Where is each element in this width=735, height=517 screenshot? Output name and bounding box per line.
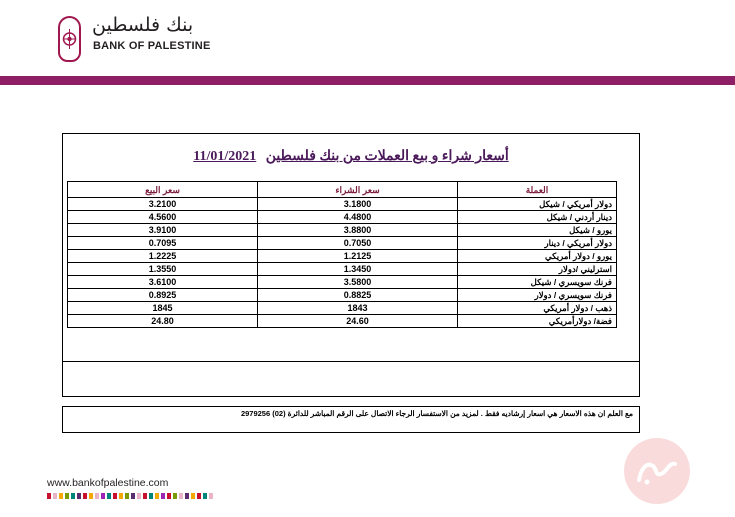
strip-segment	[161, 493, 165, 499]
header-currency: العملة	[458, 182, 617, 198]
strip-segment	[203, 493, 207, 499]
strip-segment	[137, 493, 141, 499]
header-sell: سعر البيع	[68, 182, 258, 198]
strip-segment	[173, 493, 177, 499]
sell-value: 3.9100	[68, 224, 258, 237]
strip-segment	[185, 493, 189, 499]
bank-name-english: BANK OF PALESTINE	[93, 40, 211, 52]
sell-value: 1.3550	[68, 263, 258, 276]
table-row	[68, 237, 617, 250]
buy-value: 1843	[258, 302, 458, 315]
table-row	[68, 198, 617, 211]
strip-segment	[83, 493, 87, 499]
strip-segment	[59, 493, 63, 499]
table-row	[68, 276, 617, 289]
sell-value: 0.8925	[68, 289, 258, 302]
buy-value: 0.8825	[258, 289, 458, 302]
maan-logo-icon	[624, 438, 690, 504]
strip-segment	[131, 493, 135, 499]
currency-pair: فرنك سويسري / دولار	[458, 289, 617, 302]
sell-value: 24.80	[68, 315, 258, 328]
title-text: أسعار شراء و بيع العملات من بنك فلسطين	[265, 149, 509, 164]
website-link[interactable]: www.bankofpalestine.com	[47, 477, 169, 489]
page-title	[62, 148, 640, 165]
strip-segment	[143, 493, 147, 499]
header-buy: سعر الشراء	[258, 182, 458, 198]
buy-value: 24.60	[258, 315, 458, 328]
strip-segment	[155, 493, 159, 499]
currency-pair: دولار أمريكي / شيكل	[458, 198, 617, 211]
frame-divider	[62, 361, 640, 362]
strip-segment	[191, 493, 195, 499]
table-row	[68, 289, 617, 302]
strip-segment	[113, 493, 117, 499]
bank-name-arabic: بنك فلسطين	[92, 14, 194, 36]
currency-pair: فرنك سويسري / شيكل	[458, 276, 617, 289]
strip-segment	[47, 493, 51, 499]
currency-pair: يورو / دولار أمريكي	[458, 250, 617, 263]
bank-logo-icon	[58, 16, 81, 62]
buy-value: 3.8800	[258, 224, 458, 237]
currency-pair: ذهب / دولار أمريكي	[458, 302, 617, 315]
strip-segment	[95, 493, 99, 499]
rates-table	[67, 181, 617, 328]
currency-pair: فضة/ دولارأمريكي	[458, 315, 617, 328]
disclaimer-note: مع العلم ان هذه الاسعار هي اسعار إرشاديه فقط . لمزيد من الاستفسار الرجاء الاتصال على الرقم المباشر للدائرة (02) 2979256	[62, 406, 640, 433]
strip-segment	[149, 493, 153, 499]
strip-segment	[53, 493, 57, 499]
buy-value: 1.2125	[258, 250, 458, 263]
strip-segment	[209, 493, 213, 499]
strip-segment	[71, 493, 75, 499]
title-date: 11/01/2021	[193, 149, 257, 164]
brand-bar	[0, 76, 735, 85]
table-row	[68, 315, 617, 328]
table-header-row	[68, 182, 617, 198]
buy-value: 3.1800	[258, 198, 458, 211]
currency-pair: دينار أردني / شيكل	[458, 211, 617, 224]
buy-value: 0.7050	[258, 237, 458, 250]
table-row	[68, 211, 617, 224]
table-row	[68, 224, 617, 237]
strip-segment	[197, 493, 201, 499]
strip-segment	[89, 493, 93, 499]
sell-value: 1845	[68, 302, 258, 315]
currency-pair: استرليني /دولار	[458, 263, 617, 276]
color-strip	[47, 493, 213, 499]
strip-segment	[179, 493, 183, 499]
strip-segment	[101, 493, 105, 499]
buy-value: 3.5800	[258, 276, 458, 289]
sell-value: 0.7095	[68, 237, 258, 250]
table-row	[68, 250, 617, 263]
table-row	[68, 263, 617, 276]
strip-segment	[167, 493, 171, 499]
sell-value: 4.5600	[68, 211, 258, 224]
table-row	[68, 302, 617, 315]
buy-value: 1.3450	[258, 263, 458, 276]
strip-segment	[125, 493, 129, 499]
sell-value: 3.6100	[68, 276, 258, 289]
buy-value: 4.4800	[258, 211, 458, 224]
strip-segment	[119, 493, 123, 499]
strip-segment	[77, 493, 81, 499]
currency-pair: يورو / شيكل	[458, 224, 617, 237]
sell-value: 1.2225	[68, 250, 258, 263]
sell-value: 3.2100	[68, 198, 258, 211]
currency-pair: دولار أمريكي / دينار	[458, 237, 617, 250]
strip-segment	[107, 493, 111, 499]
strip-segment	[65, 493, 69, 499]
